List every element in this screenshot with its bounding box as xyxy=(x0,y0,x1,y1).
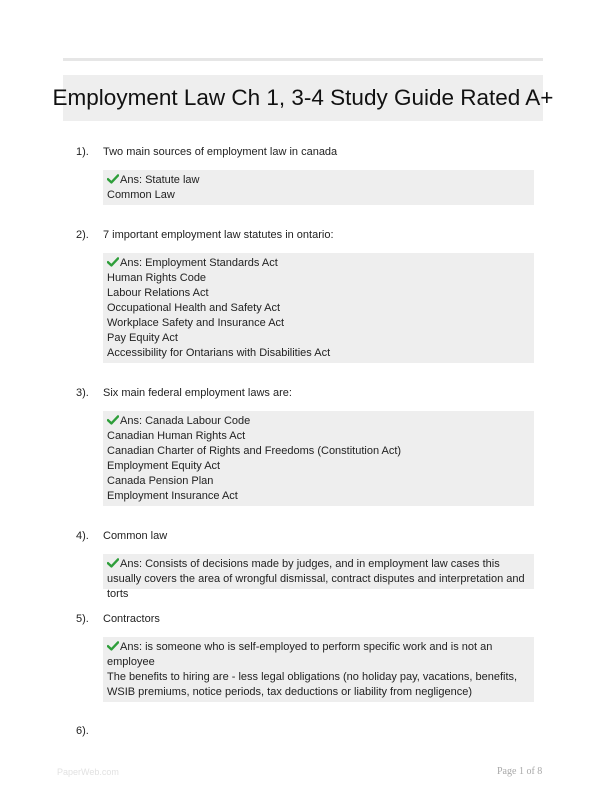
question-text: Common law xyxy=(103,530,168,542)
answer-line: Employment Insurance Act xyxy=(107,490,238,502)
question-number: 3). xyxy=(76,387,89,399)
check-icon xyxy=(107,257,119,267)
answer-line: Employment Equity Act xyxy=(107,460,221,472)
title-bar xyxy=(52,75,554,121)
answer-line: Canadian Charter of Rights and Freedoms (Constitution Act) xyxy=(107,445,402,457)
top-divider xyxy=(63,58,543,61)
answer-box xyxy=(103,554,534,600)
answer-line: Pay Equity Act xyxy=(107,332,178,344)
check-icon xyxy=(107,641,119,651)
answer-line: Ans: Statute law xyxy=(120,174,200,186)
check-icon xyxy=(107,558,119,568)
answer-line: Accessibility for Ontarians with Disabilities Act xyxy=(107,347,331,359)
answer-line: Occupational Health and Safety Act xyxy=(107,302,281,314)
answer-line: Ans: is someone who is self-employed to perform specific work and is not an employee xyxy=(107,641,493,668)
answer-line: Labour Relations Act xyxy=(107,287,209,299)
question-text: Six main federal employment laws are: xyxy=(103,387,292,399)
answer-line: Ans: Employment Standards Act xyxy=(120,257,278,269)
answer-line: Workplace Safety and Insurance Act xyxy=(107,317,285,329)
question-text: 7 important employment law statutes in ontario: xyxy=(103,229,334,241)
check-icon xyxy=(107,415,119,425)
answer-line: Human Rights Code xyxy=(107,272,207,284)
question-number: 1). xyxy=(76,146,89,158)
answer-line: Canada Pension Plan xyxy=(107,475,214,487)
answer-line: The benefits to hiring are - less legal obligations (no holiday pay, vacations, benefits, WSIB premiums, notice periods, tax deductions or liability from negligence) xyxy=(107,671,518,698)
document-title: Employment Law Ch 1, 3-4 Study Guide Rated A+ xyxy=(52,85,554,110)
question-text: Contractors xyxy=(103,613,160,625)
answer-box xyxy=(103,411,534,506)
answer-box xyxy=(103,170,534,205)
answer-box xyxy=(103,637,534,702)
answer-box xyxy=(103,253,534,363)
question-number: 5). xyxy=(76,613,89,625)
answer-line: Ans: Consists of decisions made by judges, and in employment law cases this usually covers the area of wrongful dismissal, contract disputes and interpretation and torts xyxy=(107,558,525,600)
footer-site: PaperWeb.com xyxy=(57,767,119,777)
question-text: Two main sources of employment law in canada xyxy=(103,146,338,158)
answer-line: Ans: Canada Labour Code xyxy=(120,415,251,427)
answer-line: Common Law xyxy=(107,189,175,201)
check-icon xyxy=(107,174,119,184)
question-number: 4). xyxy=(76,530,89,542)
page-indicator: Page 1 of 8 xyxy=(497,766,543,777)
answer-line: Canadian Human Rights Act xyxy=(107,430,246,442)
question-number: 2). xyxy=(76,229,89,241)
question-number: 6). xyxy=(76,725,89,737)
